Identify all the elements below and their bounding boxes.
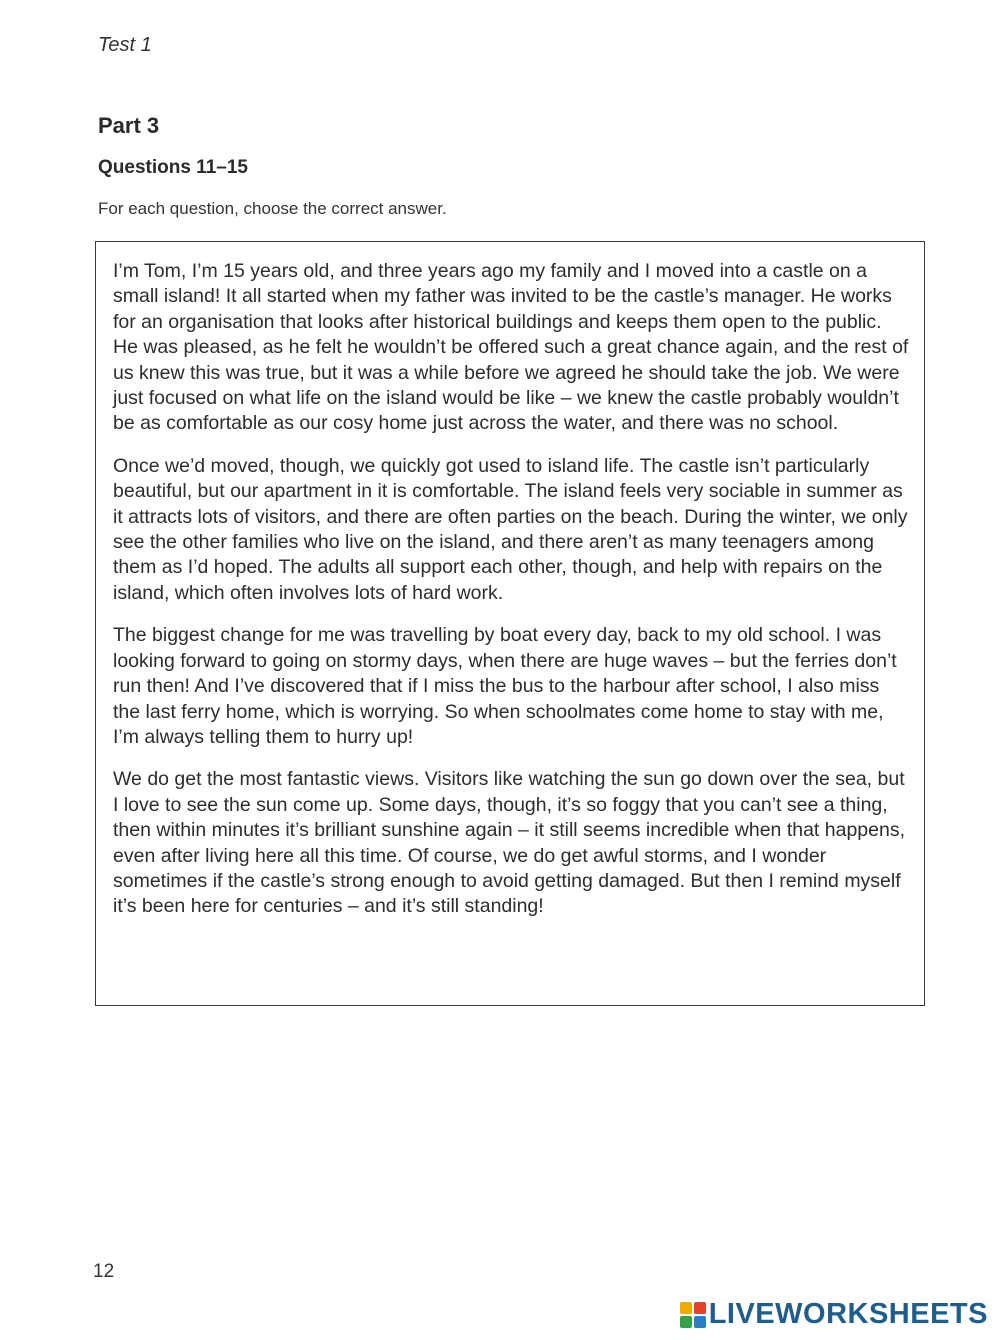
running-head: Test 1 bbox=[98, 34, 152, 56]
liveworksheets-logo-icon bbox=[680, 1302, 706, 1328]
part-title: Part 3 bbox=[98, 113, 160, 138]
logo-tile-3 bbox=[680, 1316, 692, 1328]
passage-paragraph-4: We do get the most fantastic views. Visitors like watching the sun go down over the sea, but I love to see the sun come up. Some days, though, it’s so foggy that you can’t see a thing, then within minutes it’s brilliant sunshine again – it still seems incredible when that happens, even after living here all this time. Of course, we do get awful storms, and I wonder sometimes if the castle’s strong enough to avoid getting damaged. But then I remind myself it’s been here for centuries – and it’s still standing! bbox=[113, 768, 905, 918]
reading-passage-box bbox=[95, 241, 925, 1006]
passage-paragraph-1: I’m Tom, I’m 15 years old, and three years ago my family and I moved into a castle on a small island! It all started when my father was invited to be the castle’s manager. He works for an organisation that looks after historical buildings and keeps them open to the public. He was pleased, as he felt he wouldn’t be offered such a great chance again, and the rest of us knew this was true, but it was a while before we agreed he should take the job. We were just focused on what life on the island would be like – we knew the castle probably wouldn’t be as comfortable as our cosy home just across the water, and there was no school. bbox=[113, 260, 909, 435]
page-number: 12 bbox=[93, 1261, 115, 1282]
liveworksheets-brand bbox=[680, 1298, 988, 1331]
questions-title: Questions 11–15 bbox=[98, 157, 248, 178]
logo-tile-1 bbox=[680, 1302, 692, 1314]
logo-tile-2 bbox=[694, 1302, 706, 1314]
brand-name: LIVEWORKSHEETS bbox=[708, 1298, 988, 1330]
passage-paragraph-2: Once we’d moved, though, we quickly got used to island life. The castle isn’t particularly beautiful, but our apartment in it is comfortable. The island feels very sociable in summer as it attracts lots of visitors, and there are often parties on the beach. During the winter, we only see the other families who live on the island, and there aren’t as many teenagers among them as I’d hoped. The adults all support each other, though, and help with repairs on the island, which often involves lots of hard work. bbox=[113, 454, 908, 604]
logo-tile-4 bbox=[694, 1316, 706, 1328]
instruction-text: For each question, choose the correct answer. bbox=[98, 199, 447, 218]
passage-paragraph-3: The biggest change for me was travelling by boat every day, back to my old school. I was looking forward to going on stormy days, when there are huge waves – but the ferries don’t run then! And I’ve discovered that if I miss the bus to the harbour after school, I also miss the last ferry home, which is worrying. So when schoolmates come home to stay with me, I’m always telling them to hurry up! bbox=[113, 624, 897, 748]
